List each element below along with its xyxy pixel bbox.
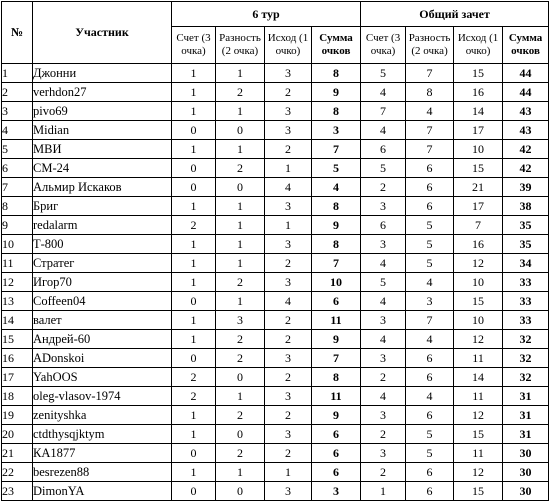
round-score-cell: 0	[172, 444, 216, 463]
total-score-cell: 4	[361, 83, 406, 102]
row-number: 13	[2, 292, 33, 311]
total-score-cell: 2	[361, 178, 406, 197]
total-sum-cell: 42	[503, 159, 549, 178]
row-number: 11	[2, 254, 33, 273]
participant-name: СМ-24	[33, 159, 172, 178]
total-score-cell: 3	[361, 197, 406, 216]
total-sum-cell: 35	[503, 235, 549, 254]
total-score-cell: 2	[361, 425, 406, 444]
round-diff-cell: 1	[216, 463, 265, 482]
round-score-cell: 1	[172, 425, 216, 444]
table-row	[2, 159, 549, 178]
round-sum-cell: 11	[312, 387, 361, 406]
round-score-cell: 1	[172, 406, 216, 425]
round-sum-cell: 9	[312, 216, 361, 235]
total-score-cell: 4	[361, 254, 406, 273]
row-number: 18	[2, 387, 33, 406]
total-outcome-cell: 7	[454, 216, 503, 235]
total-sum-cell: 30	[503, 444, 549, 463]
round-diff-cell: 2	[216, 349, 265, 368]
round-sum-cell: 4	[312, 178, 361, 197]
total-outcome-cell: 15	[454, 482, 503, 501]
row-number: 22	[2, 463, 33, 482]
round-sum-cell: 11	[312, 311, 361, 330]
participant-name: Бриг	[33, 197, 172, 216]
row-number: 21	[2, 444, 33, 463]
total-outcome-cell: 10	[454, 311, 503, 330]
round-outcome-cell: 2	[265, 368, 312, 387]
header-number: №	[2, 2, 33, 64]
total-score-cell: 3	[361, 349, 406, 368]
round-diff-cell: 0	[216, 178, 265, 197]
round-outcome-cell: 1	[265, 216, 312, 235]
total-outcome-cell: 15	[454, 64, 503, 83]
total-diff-cell: 4	[406, 330, 454, 349]
round-outcome-cell: 3	[265, 121, 312, 140]
round-sum-cell: 9	[312, 330, 361, 349]
round-outcome-cell: 2	[265, 406, 312, 425]
total-diff-cell: 4	[406, 102, 454, 121]
round-score-cell: 1	[172, 197, 216, 216]
round-outcome-cell: 2	[265, 311, 312, 330]
total-sum-cell: 30	[503, 463, 549, 482]
total-outcome-cell: 12	[454, 254, 503, 273]
header-round-score: Счет (3 очка)	[172, 27, 216, 64]
table-row	[2, 292, 549, 311]
round-sum-cell: 8	[312, 368, 361, 387]
round-score-cell: 1	[172, 83, 216, 102]
round-score-cell: 0	[172, 159, 216, 178]
round-sum-cell: 7	[312, 140, 361, 159]
total-sum-cell: 42	[503, 140, 549, 159]
table-row	[2, 482, 549, 501]
round-score-cell: 0	[172, 121, 216, 140]
round-sum-cell: 6	[312, 425, 361, 444]
row-number: 2	[2, 83, 33, 102]
participant-name: ADonskoi	[33, 349, 172, 368]
row-number: 3	[2, 102, 33, 121]
round-sum-cell: 3	[312, 121, 361, 140]
participant-name: zenityshka	[33, 406, 172, 425]
total-sum-cell: 32	[503, 368, 549, 387]
round-score-cell: 1	[172, 102, 216, 121]
row-number: 17	[2, 368, 33, 387]
total-diff-cell: 8	[406, 83, 454, 102]
table-row	[2, 254, 549, 273]
total-sum-cell: 32	[503, 349, 549, 368]
round-sum-cell: 8	[312, 102, 361, 121]
round-score-cell: 0	[172, 178, 216, 197]
total-diff-cell: 4	[406, 387, 454, 406]
total-score-cell: 7	[361, 102, 406, 121]
total-diff-cell: 5	[406, 444, 454, 463]
round-outcome-cell: 3	[265, 235, 312, 254]
round-sum-cell: 6	[312, 292, 361, 311]
round-score-cell: 2	[172, 216, 216, 235]
round-outcome-cell: 2	[265, 254, 312, 273]
total-diff-cell: 6	[406, 482, 454, 501]
row-number: 6	[2, 159, 33, 178]
round-diff-cell: 1	[216, 216, 265, 235]
participant-name: redalarm	[33, 216, 172, 235]
row-number: 20	[2, 425, 33, 444]
round-diff-cell: 0	[216, 425, 265, 444]
total-diff-cell: 6	[406, 197, 454, 216]
round-diff-cell: 1	[216, 64, 265, 83]
total-outcome-cell: 12	[454, 330, 503, 349]
round-sum-cell: 3	[312, 482, 361, 501]
participant-name: DimonYA	[33, 482, 172, 501]
total-score-cell: 3	[361, 406, 406, 425]
round-sum-cell: 5	[312, 159, 361, 178]
table-row	[2, 140, 549, 159]
total-score-cell: 1	[361, 482, 406, 501]
round-sum-cell: 9	[312, 83, 361, 102]
round-diff-cell: 1	[216, 254, 265, 273]
round-score-cell: 1	[172, 273, 216, 292]
table-row	[2, 406, 549, 425]
total-diff-cell: 6	[406, 463, 454, 482]
total-sum-cell: 31	[503, 387, 549, 406]
table-row	[2, 368, 549, 387]
round-outcome-cell: 3	[265, 387, 312, 406]
participant-name: КА1877	[33, 444, 172, 463]
round-outcome-cell: 1	[265, 159, 312, 178]
row-number: 8	[2, 197, 33, 216]
total-score-cell: 6	[361, 140, 406, 159]
table-row	[2, 463, 549, 482]
total-diff-cell: 7	[406, 311, 454, 330]
round-score-cell: 1	[172, 64, 216, 83]
header-total-sum: Сумма очков	[503, 27, 549, 64]
round-score-cell: 2	[172, 368, 216, 387]
round-diff-cell: 2	[216, 444, 265, 463]
table-row	[2, 83, 549, 102]
round-diff-cell: 1	[216, 235, 265, 254]
row-number: 5	[2, 140, 33, 159]
total-score-cell: 4	[361, 387, 406, 406]
round-outcome-cell: 4	[265, 292, 312, 311]
table-row	[2, 330, 549, 349]
header-round-sum: Сумма очков	[312, 27, 361, 64]
total-outcome-cell: 10	[454, 273, 503, 292]
total-outcome-cell: 15	[454, 159, 503, 178]
header-total-diff: Разность (2 очка)	[406, 27, 454, 64]
total-outcome-cell: 14	[454, 102, 503, 121]
participant-name: Стратег	[33, 254, 172, 273]
round-outcome-cell: 4	[265, 178, 312, 197]
round-diff-cell: 3	[216, 311, 265, 330]
round-score-cell: 0	[172, 292, 216, 311]
total-sum-cell: 44	[503, 83, 549, 102]
total-sum-cell: 31	[503, 406, 549, 425]
total-score-cell: 2	[361, 463, 406, 482]
row-number: 19	[2, 406, 33, 425]
round-score-cell: 2	[172, 387, 216, 406]
total-outcome-cell: 21	[454, 178, 503, 197]
total-outcome-cell: 12	[454, 406, 503, 425]
total-score-cell: 6	[361, 216, 406, 235]
header-round-group: 6 тур	[172, 2, 361, 27]
round-outcome-cell: 3	[265, 102, 312, 121]
header-round-outcome: Исход (1 очко)	[265, 27, 312, 64]
row-number: 4	[2, 121, 33, 140]
round-outcome-cell: 3	[265, 482, 312, 501]
total-diff-cell: 6	[406, 406, 454, 425]
total-score-cell: 3	[361, 235, 406, 254]
total-outcome-cell: 14	[454, 368, 503, 387]
round-score-cell: 0	[172, 349, 216, 368]
total-outcome-cell: 10	[454, 140, 503, 159]
table-row	[2, 235, 549, 254]
round-sum-cell: 6	[312, 444, 361, 463]
total-diff-cell: 7	[406, 140, 454, 159]
round-diff-cell: 0	[216, 121, 265, 140]
round-diff-cell: 1	[216, 387, 265, 406]
header-participant: Участник	[33, 2, 172, 64]
participant-name: pivo69	[33, 102, 172, 121]
total-score-cell: 4	[361, 121, 406, 140]
total-outcome-cell: 12	[454, 463, 503, 482]
total-score-cell: 3	[361, 311, 406, 330]
total-diff-cell: 5	[406, 425, 454, 444]
round-diff-cell: 0	[216, 482, 265, 501]
total-outcome-cell: 16	[454, 235, 503, 254]
row-number: 10	[2, 235, 33, 254]
table-row	[2, 273, 549, 292]
total-sum-cell: 30	[503, 482, 549, 501]
table-row	[2, 349, 549, 368]
total-sum-cell: 33	[503, 273, 549, 292]
participant-name: Coffeen04	[33, 292, 172, 311]
table-row	[2, 444, 549, 463]
participant-name: Т-800	[33, 235, 172, 254]
row-number: 15	[2, 330, 33, 349]
participant-name: oleg-vlasov-1974	[33, 387, 172, 406]
total-sum-cell: 39	[503, 178, 549, 197]
total-outcome-cell: 16	[454, 83, 503, 102]
total-diff-cell: 5	[406, 254, 454, 273]
round-sum-cell: 8	[312, 235, 361, 254]
table-row	[2, 178, 549, 197]
participant-name: besrezen88	[33, 463, 172, 482]
round-score-cell: 1	[172, 140, 216, 159]
round-outcome-cell: 2	[265, 83, 312, 102]
total-outcome-cell: 17	[454, 121, 503, 140]
total-score-cell: 5	[361, 159, 406, 178]
round-sum-cell: 9	[312, 406, 361, 425]
total-outcome-cell: 11	[454, 387, 503, 406]
total-sum-cell: 33	[503, 311, 549, 330]
total-score-cell: 4	[361, 330, 406, 349]
round-diff-cell: 1	[216, 140, 265, 159]
total-diff-cell: 5	[406, 216, 454, 235]
round-score-cell: 1	[172, 463, 216, 482]
header-round-diff: Разность (2 очка)	[216, 27, 265, 64]
round-diff-cell: 1	[216, 197, 265, 216]
header-total-outcome: Исход (1 очко)	[454, 27, 503, 64]
total-score-cell: 2	[361, 368, 406, 387]
total-diff-cell: 6	[406, 368, 454, 387]
participant-name: Игор70	[33, 273, 172, 292]
participant-name: Джонни	[33, 64, 172, 83]
participant-name: Андрей-60	[33, 330, 172, 349]
round-score-cell: 1	[172, 311, 216, 330]
row-number: 1	[2, 64, 33, 83]
total-outcome-cell: 11	[454, 444, 503, 463]
round-outcome-cell: 1	[265, 463, 312, 482]
total-sum-cell: 34	[503, 254, 549, 273]
total-sum-cell: 44	[503, 64, 549, 83]
total-score-cell: 4	[361, 292, 406, 311]
participant-name: verhdon27	[33, 83, 172, 102]
total-sum-cell: 31	[503, 425, 549, 444]
total-sum-cell: 43	[503, 102, 549, 121]
total-outcome-cell: 11	[454, 349, 503, 368]
row-number: 16	[2, 349, 33, 368]
total-diff-cell: 6	[406, 349, 454, 368]
round-sum-cell: 6	[312, 463, 361, 482]
round-score-cell: 1	[172, 254, 216, 273]
participant-name: ctdthysqjktym	[33, 425, 172, 444]
round-score-cell: 0	[172, 482, 216, 501]
total-diff-cell: 5	[406, 235, 454, 254]
table-row	[2, 425, 549, 444]
row-number: 7	[2, 178, 33, 197]
total-diff-cell: 7	[406, 64, 454, 83]
round-outcome-cell: 3	[265, 273, 312, 292]
total-sum-cell: 32	[503, 330, 549, 349]
table-row	[2, 121, 549, 140]
table-row	[2, 102, 549, 121]
table-row	[2, 197, 549, 216]
round-diff-cell: 1	[216, 102, 265, 121]
total-diff-cell: 4	[406, 273, 454, 292]
participant-name: Midian	[33, 121, 172, 140]
row-number: 9	[2, 216, 33, 235]
participant-name: YahOOS	[33, 368, 172, 387]
table-row	[2, 216, 549, 235]
participant-name: МВИ	[33, 140, 172, 159]
total-diff-cell: 3	[406, 292, 454, 311]
round-outcome-cell: 3	[265, 197, 312, 216]
table-row	[2, 64, 549, 83]
total-sum-cell: 43	[503, 121, 549, 140]
round-outcome-cell: 2	[265, 330, 312, 349]
header-total-score: Счет (3 очка)	[361, 27, 406, 64]
total-outcome-cell: 15	[454, 292, 503, 311]
table-row	[2, 311, 549, 330]
standings-table	[1, 1, 549, 501]
row-number: 23	[2, 482, 33, 501]
round-diff-cell: 2	[216, 330, 265, 349]
round-sum-cell: 7	[312, 254, 361, 273]
round-score-cell: 1	[172, 235, 216, 254]
total-sum-cell: 35	[503, 216, 549, 235]
total-score-cell: 3	[361, 444, 406, 463]
round-diff-cell: 2	[216, 83, 265, 102]
round-outcome-cell: 2	[265, 444, 312, 463]
round-outcome-cell: 3	[265, 349, 312, 368]
total-outcome-cell: 15	[454, 425, 503, 444]
round-diff-cell: 2	[216, 159, 265, 178]
round-outcome-cell: 2	[265, 140, 312, 159]
total-diff-cell: 6	[406, 178, 454, 197]
round-sum-cell: 7	[312, 349, 361, 368]
participant-name: валет	[33, 311, 172, 330]
header-total-group: Общий зачет	[361, 2, 549, 27]
round-sum-cell: 8	[312, 64, 361, 83]
round-outcome-cell: 3	[265, 425, 312, 444]
row-number: 14	[2, 311, 33, 330]
round-sum-cell: 10	[312, 273, 361, 292]
round-diff-cell: 0	[216, 368, 265, 387]
round-diff-cell: 1	[216, 292, 265, 311]
table-row	[2, 387, 549, 406]
round-diff-cell: 2	[216, 406, 265, 425]
total-diff-cell: 7	[406, 121, 454, 140]
total-score-cell: 5	[361, 273, 406, 292]
round-outcome-cell: 3	[265, 64, 312, 83]
round-sum-cell: 8	[312, 197, 361, 216]
total-score-cell: 5	[361, 64, 406, 83]
total-sum-cell: 38	[503, 197, 549, 216]
row-number: 12	[2, 273, 33, 292]
total-sum-cell: 33	[503, 292, 549, 311]
participant-name: Альмир Искаков	[33, 178, 172, 197]
round-score-cell: 1	[172, 330, 216, 349]
round-diff-cell: 2	[216, 273, 265, 292]
total-diff-cell: 6	[406, 159, 454, 178]
total-outcome-cell: 17	[454, 197, 503, 216]
